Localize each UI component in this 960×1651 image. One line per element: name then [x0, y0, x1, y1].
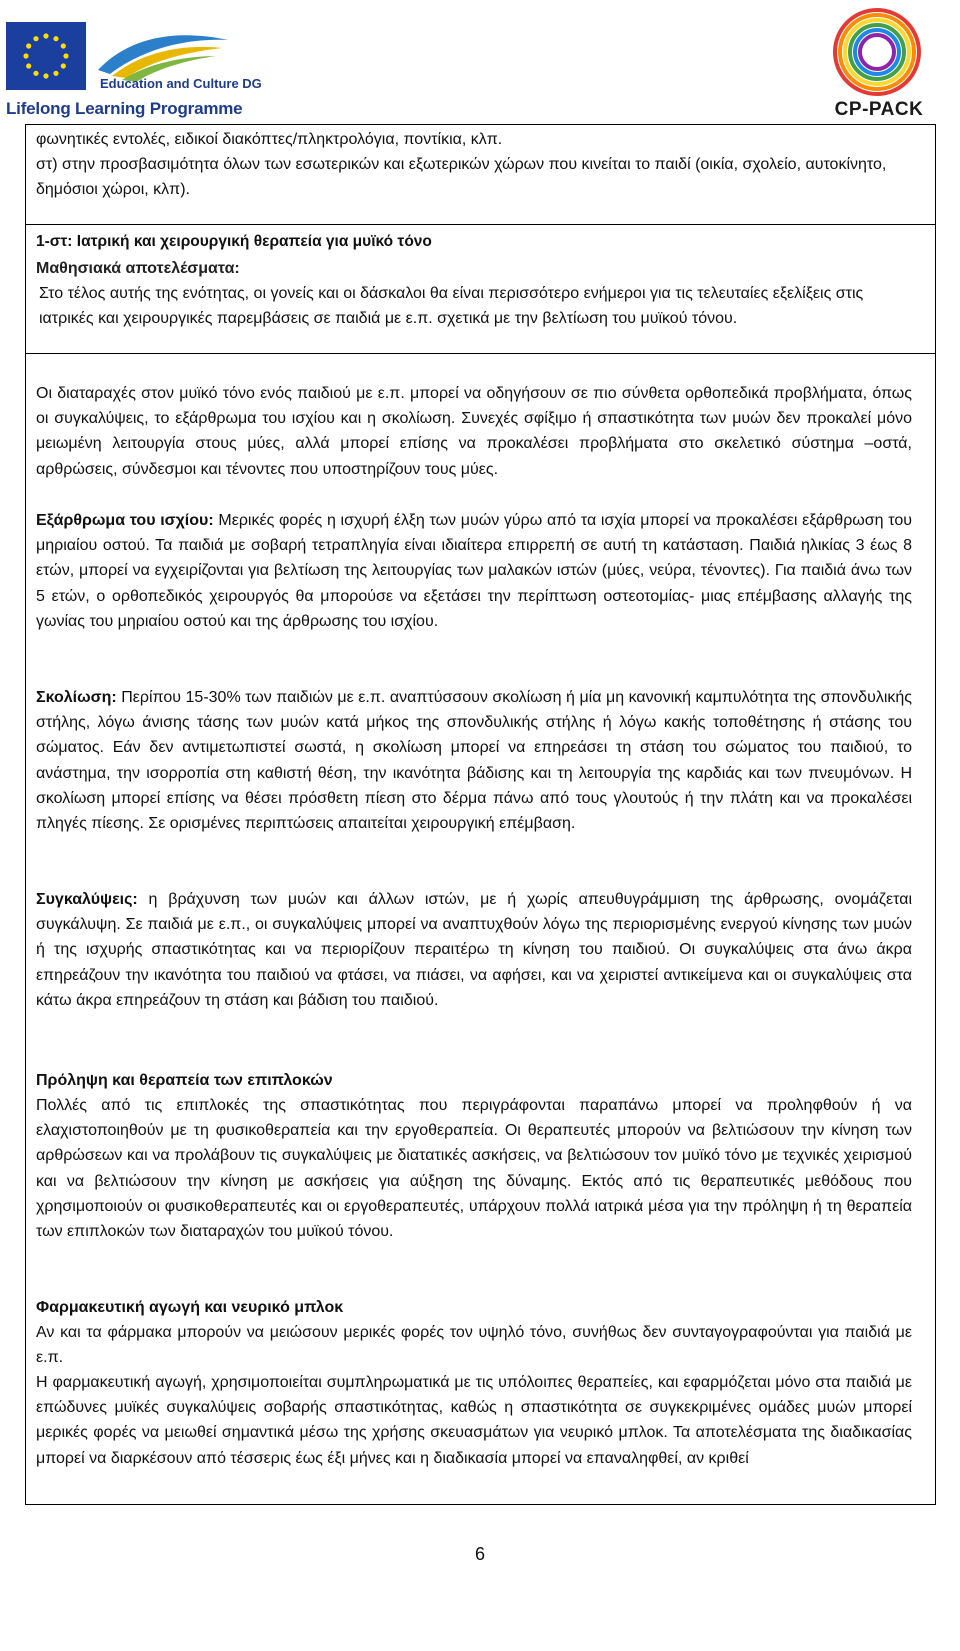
page-header — [0, 0, 960, 128]
continuation-line-1: φωνητικές εντολές, ειδικοί διακόπτες/πληκτρολόγια, ποντίκια, κλπ. — [36, 131, 503, 148]
frame-divider-2 — [25, 353, 936, 354]
section-title: 1-στ: Ιατρική και χειρουργική θεραπεία για μυϊκό τόνο — [36, 233, 432, 250]
scoliosis-lead: Σκολίωση: — [36, 689, 117, 706]
hip-lead: Εξάρθρωμα του ισχίου: — [36, 512, 214, 529]
eu-flag-logo — [6, 22, 86, 90]
cp-pack-logo — [821, 4, 933, 104]
heading-prevention: Πρόληψη και θεραπεία των επιπλοκών — [36, 1072, 333, 1089]
continuation-line-2: στ) στην προσβασιμότητα όλων των εσωτερικών και εξωτερικών χώρων που κινείται το παιδί (οικία, σχολείο, αυτοκίνητο, δημόσιοι χώροι, κλπ). — [36, 156, 887, 199]
body-paragraph-contractures — [36, 887, 912, 1013]
body-paragraph-scoliosis — [36, 685, 912, 836]
project-label: CP-PACK — [834, 99, 924, 120]
outcomes-label: Μαθησιακά αποτελέσματα: — [36, 260, 240, 277]
dg-label: Education and Culture DG — [100, 76, 262, 91]
programme-label: Lifelong Learning Programme — [6, 99, 243, 118]
body-paragraph-medication-2: Η φαρμακευτική αγωγή, χρησιμοποιείται συμπληρωματικά με τις υπόλοιπες θεραπείες, και εφαρμόζεται μόνο στα παιδιά με επώδυνες μυϊκές συγκαλύψεις σοβαρής σπαστικότητας, καθώς η σπαστικότητα σε συγκεκριμένες ομάδες μυών μπορεί μερικές φορές να μειωθεί σημαντικά μέσω της χρήσης σκευασμάτων για νευρικό μπλοκ. Τα αποτελέσματα της διαδικασίας μπορεί να διαρκέσουν από τέσσερις έως έξι μήνες και η διαδικασία μπορεί να επαναληφθεί, αν κριθεί — [36, 1374, 912, 1467]
body-paragraph-prevention: Πολλές από τις επιπλοκές της σπαστικότητας που περιγράφονται παραπάνω μπορεί να προληφθούν ή να ελαχιστοποιηθούν με τη φυσικοθεραπεία και την εργοθεραπεία. Οι θεραπευτές μπορούν να βελτιώσουν την κίνηση των αρθρώσεων και να προλάβουν τις συγκαλύψεις με διατατικές ασκήσεις, να βελτιώσουν τον μυϊκό τόνο με τεχνικές χειρισμού και να βελτιώσουν την κίνηση με ασκήσεις για αύξηση της δύναμης. Εκτός από τις θεραπευτικές μεθόδους που χρησιμοποιούν οι φυσικοθεραπευτές και οι εργοθεραπευτές, υπάρχουν πολλά ιατρικά μέσα για την πρόληψη ή τη θεραπεία των επιπλοκών των διαταραχών του μυϊκού τόνου. — [36, 1097, 912, 1241]
scoliosis-text: Περίπου 15-30% των παιδιών με ε.π. αναπτύσσουν σκολίωση ή μία μη κανονική καμπυλότητα της σπονδυλικής στήλης, λόγω άνισης τάσης των μυών κατά μήκος της σπονδυλικής στήλης ή λόγω κακής τοποθέτησης ή στάσης του σώματος. Εάν δεν αντιμετωπιστεί σωστά, η σκολίωση μπορεί να επηρεάσει τη στάση του σώματος του παιδιού, το ανάστημα, την ισορροπία στη καθιστή θέση, την ικανότητα βάδισης και τη λειτουργία της καρδιάς και των πνευμόνων. Η σκολίωση μπορεί επίσης να θέσει πρόσθετη πίεση στο δέρμα πάνω από τους γλουτούς ή την πλάτη και να προκαλέσει πληγές πίεσης. Σε ορισμένες περιπτώσεις απαιτείται χειρουργική επέμβαση. — [36, 689, 912, 833]
body-paragraph-medication-1: Αν και τα φάρμακα μπορούν να μειώσουν μερικές φορές τον υψηλό τόνο, συνήθως δεν συνταγογραφούνται για παιδιά με ε.π. — [36, 1324, 912, 1367]
hip-text: Μερικές φορές η ισχυρή έλξη των μυών γύρω από τα ισχία μπορεί να προκαλέσει εξάρθρωση του μηριαίου οστού. Τα παιδιά με σοβαρή τετραπληγία είναι ιδιαίτερα επιρρεπή σε αυτή τη κατάσταση. Παιδιά ηλικίας 3 έως 8 ετών, μπορεί να εγχειρίζονται για βελτίωση της λειτουργίας των μαλακών ιστών (μύες, νεύρα, τένοντες). Για παιδιά άνω των 5 ετών, ο ορθοπεδικός χειρουργός θα μπορούσε να εξετάσει την περίπτωση οστεοτομίας- μιας επέμβασης αλλαγής της γωνίας του μηριαίου οστού και της άρθρωσης του ισχίου. — [36, 512, 913, 630]
contractures-text: η βράχυνση των μυών και άλλων ιστών, με ή χωρίς απευθυγράμμιση της άρθρωσης, ονομάζεται συγκάλυψη. Σε παιδιά με ε.π., οι συγκαλύψεις μπορεί να αναπτυχθούν λόγω της περιορισμένης ενεργού κίνησης των μυών ή της ισχυρής σπαστικότητας και να περιορίζουν περαιτέρω τη κίνηση του παιδιού. Οι συγκαλύψεις στα άνω άκρα επηρεάζουν την ικανότητα του παιδιού να φτάσει, να πιάσει, να αφήσει, και να χειριστεί αντικείμενα και οι συγκαλύψεις στα κάτω άκρα επηρεάζουν τη στάση και βάδιση του παιδιού. — [36, 891, 912, 1009]
heading-medication: Φαρμακευτική αγωγή και νευρικό μπλοκ — [36, 1299, 344, 1316]
page-number: 6 — [474, 1544, 485, 1564]
body-paragraph-hip — [36, 508, 912, 634]
outcomes-text: Στο τέλος αυτής της ενότητας, οι γονείς και οι δάσκαλοι θα είναι περισσότερο ενήμεροι για τις τελευταίες εξελίξεις στις ιατρικές και χειρουργικές παρεμβάσεις σε παιδιά με ε.π. σχετικά με την βελτίωση του μυϊκού τόνου. — [39, 285, 864, 328]
frame-divider-1 — [25, 224, 936, 225]
contractures-lead: Συγκαλύψεις: — [36, 891, 138, 908]
body-paragraph-1: Οι διαταραχές στον μυϊκό τόνο ενός παιδιού με ε.π. μπορεί να οδηγήσουν σε πιο σύνθετα ορθοπεδικά προβλήματα, όπως οι συγκαλύψεις, το εξάρθρωμα του ισχίου και η σκολίωση. Συνεχές σφίξιμο ή σπαστικότητα των μυών δεν προκαλεί μόνο μειωμένη λειτουργία στους μύες, αλλά μπορεί επίσης να προκαλέσει προβλήματα στο σκελετικό σύστημα –οστά, αρθρώσεις, σύνδεσμοι και τένοντες που υποστηρίζουν τους μύες. — [36, 385, 912, 478]
